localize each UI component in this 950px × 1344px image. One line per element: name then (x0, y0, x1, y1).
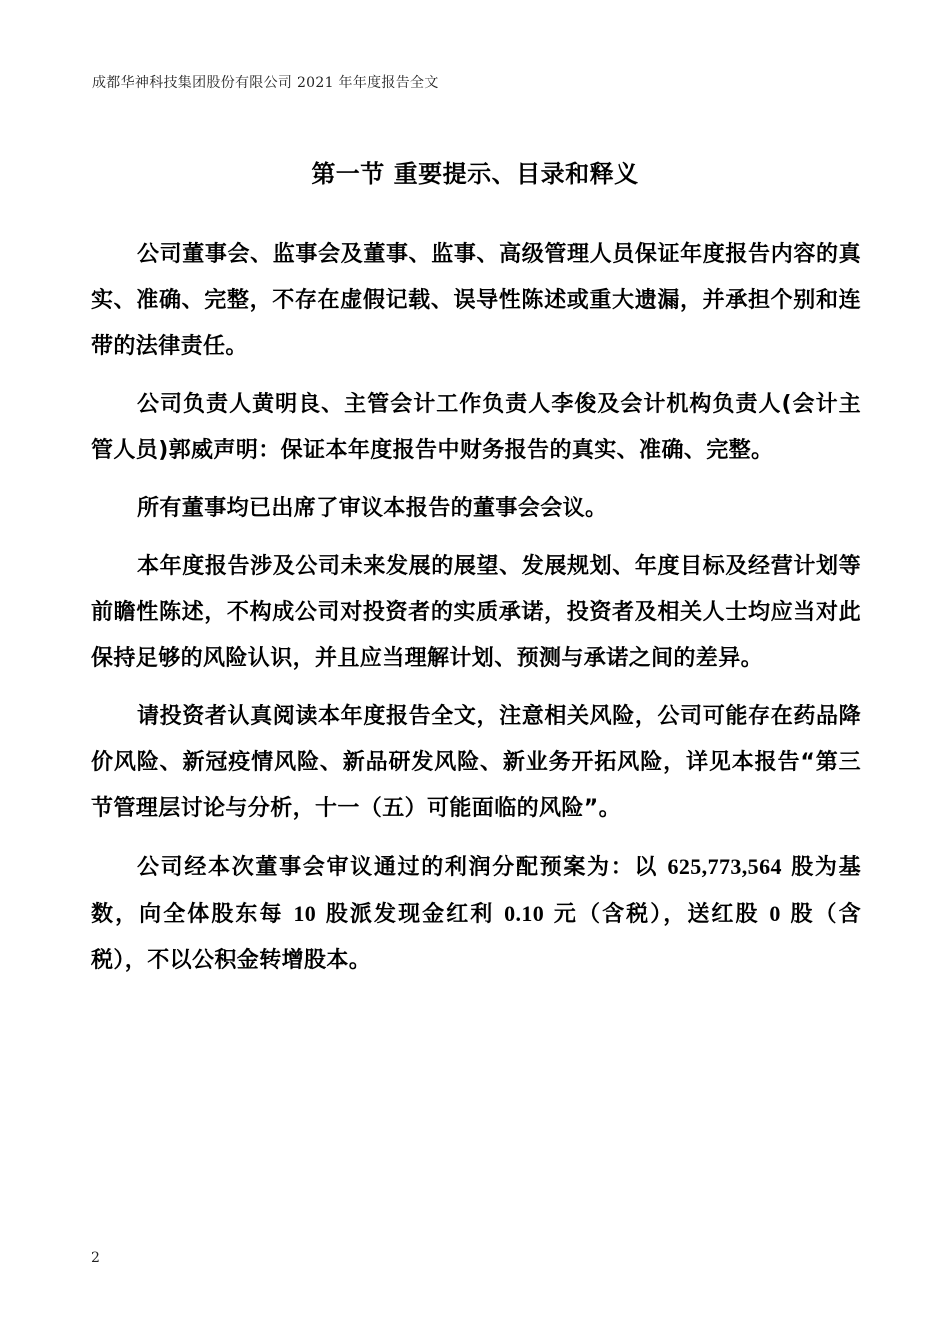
profit-text-segment: 股为基数，向全体股东每 (91, 855, 861, 927)
paragraph-forward-looking-statement: 本年度报告涉及公司未来发展的展望、发展规划、年度目标及经营计划等前瞻性陈述，不构成公司对投资者的实质承诺，投资者及相关人士均应当对此保持足够的风险认识，并且应当理解计划、预测与承诺之间的差异。 (91, 554, 861, 671)
profit-text-segment: 股（含税），不以公积金转增股本。 (91, 902, 861, 973)
profit-text-segment: 元（含税），送红股 (544, 902, 770, 927)
document-header: 成都华神科技集团股份有限公司 2021 年年度报告全文 (92, 75, 439, 91)
paragraph-responsibility-statement: 公司董事会、监事会及董事、监事、高级管理人员保证年度报告内容的真实、准确、完整，不存在虚假记载、误导性陈述或重大遗漏，并承担个别和连带的法律责任。 (91, 242, 861, 359)
profit-text-segment: 公司经本次董事会审议通过的利润分配预案为：以 (137, 855, 668, 880)
cash-dividend-amount: 0.10 (504, 901, 545, 926)
paragraph-risk-notice: 请投资者认真阅读本年度报告全文，注意相关风险，公司可能存在药品降价风险、新冠疫情风险、新品研发风险、新业务开拓风险，详见本报告“第三节管理层讨论与分析，十一（五）可能面临的风险”。 (91, 704, 861, 821)
bonus-share-count: 0 (769, 901, 781, 926)
page-number: 2 (91, 1250, 100, 1266)
profit-text-segment: 股派发现金红利 (316, 902, 505, 927)
paragraph-profit-distribution (91, 844, 861, 984)
per-shares-count: 10 (293, 901, 317, 926)
paragraph-board-attendance: 所有董事均已出席了审议本报告的董事会会议。 (137, 496, 608, 521)
document-body (91, 232, 861, 996)
share-base-count: 625,773,564 (667, 854, 782, 879)
paragraph-financial-statement-declaration: 公司负责人黄明良、主管会计工作负责人李俊及会计机构负责人(会计主管人员)郭威声明：保证本年度报告中财务报告的真实、准确、完整。 (91, 392, 861, 463)
section-title: 第一节 重要提示、目录和释义 (311, 160, 639, 188)
